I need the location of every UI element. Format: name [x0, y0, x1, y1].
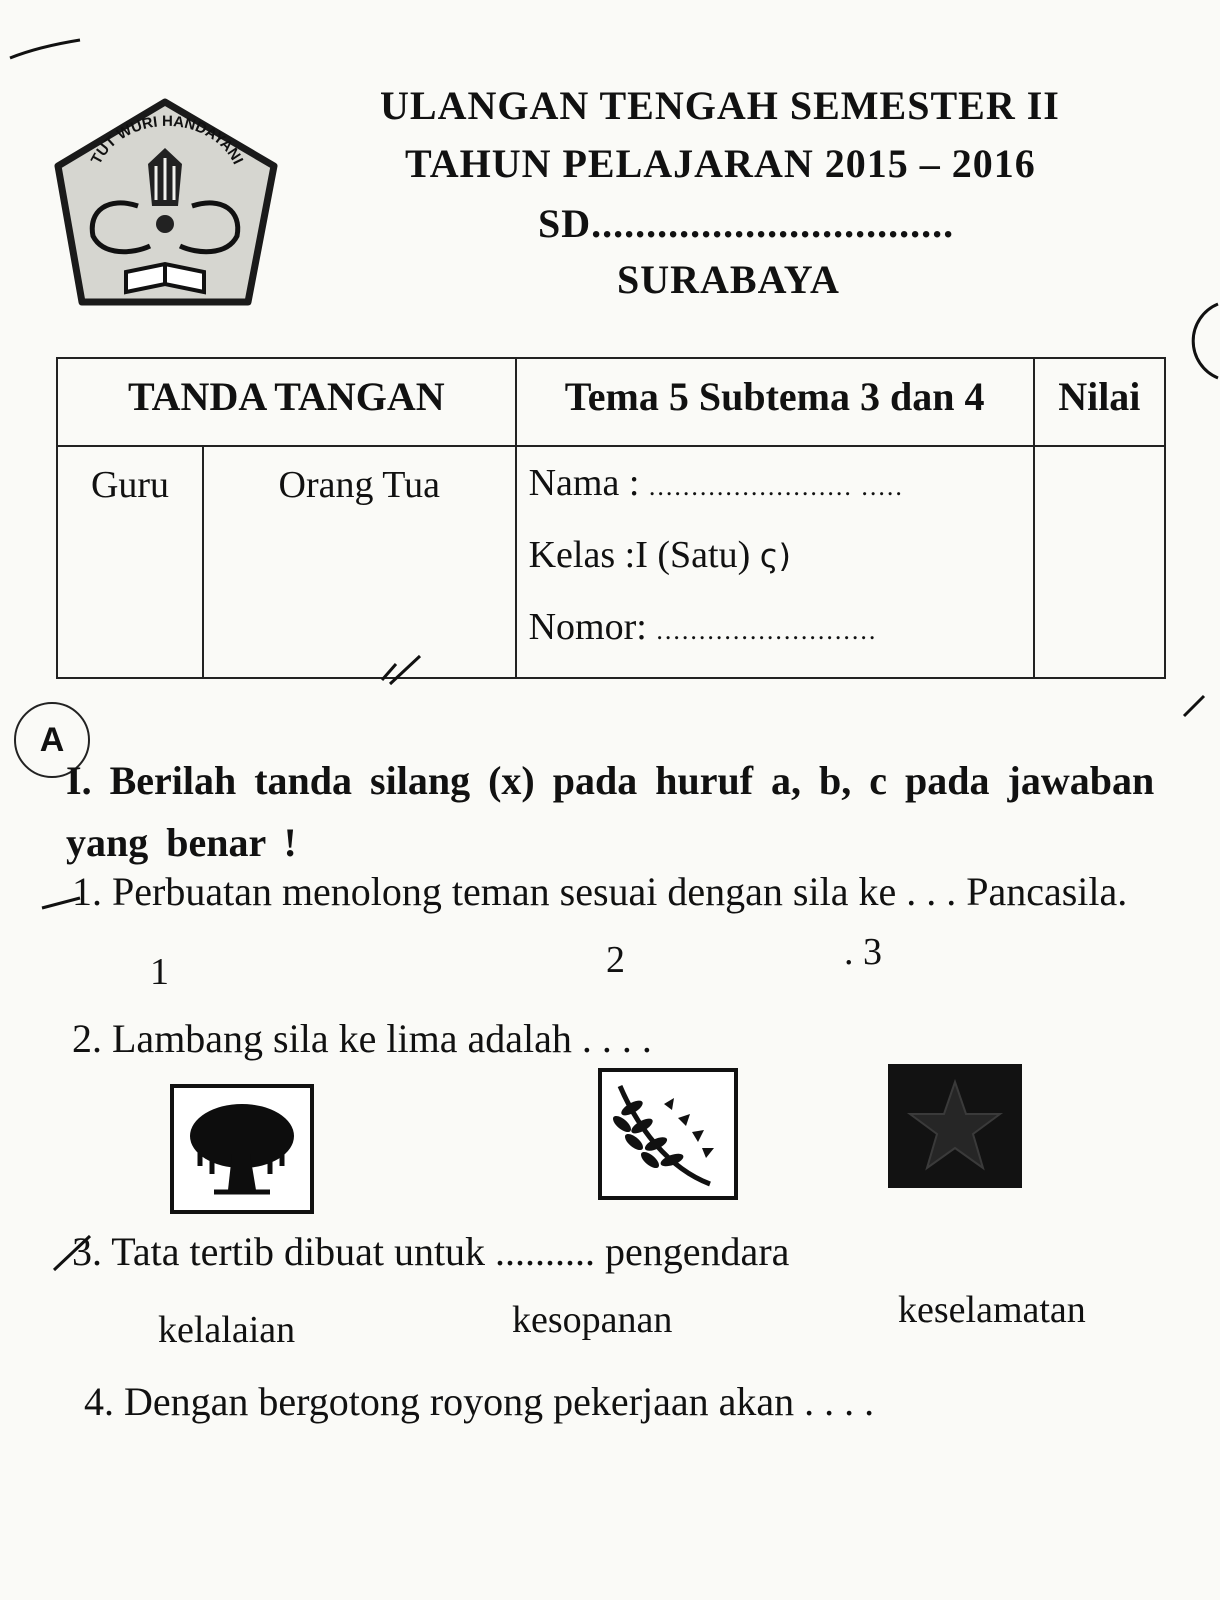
- scan-edge-circle: [1166, 300, 1220, 384]
- star-icon[interactable]: [888, 1064, 1022, 1188]
- q1-option-c[interactable]: . 3: [844, 931, 882, 973]
- instruction-text: I. Berilah tanda silang (x) pada huruf a, b, c pada jawaban yang benar !: [66, 758, 1155, 865]
- question-2-text: Lambang sila ke lima adalah . . . .: [112, 1016, 652, 1061]
- city-name: SURABAYA: [617, 257, 840, 302]
- check-mark: [376, 650, 426, 690]
- question-2-number: 2.: [72, 1016, 102, 1061]
- parent-signature-cell[interactable]: [203, 446, 516, 678]
- scan-edge-mark: [1180, 690, 1210, 720]
- academic-year: TAHUN PELAJARAN 2015 – 2016: [405, 141, 1036, 186]
- banyan-tree-icon[interactable]: [170, 1084, 314, 1214]
- q1-option-b[interactable]: 2: [606, 939, 625, 981]
- rice-cotton-icon[interactable]: [598, 1068, 738, 1200]
- teacher-signature-cell[interactable]: [57, 446, 203, 678]
- question-4-text: Dengan bergotong royong pekerjaan akan . . . .: [124, 1379, 875, 1424]
- question-4: [84, 1378, 874, 1425]
- q1-option-a[interactable]: 1: [150, 951, 169, 993]
- score-header: Nilai: [1034, 358, 1165, 446]
- q3-option-b[interactable]: kesopanan: [512, 1299, 673, 1341]
- strike-mark-q1: [40, 886, 84, 916]
- exam-title: ULANGAN TENGAH SEMESTER II: [380, 83, 1060, 128]
- q3-option-a[interactable]: kelalaian: [158, 1309, 296, 1351]
- class-row: [529, 533, 1023, 605]
- student-info-table: [56, 357, 1166, 679]
- theme-header: Tema 5 Subtema 3 dan 4: [516, 358, 1034, 446]
- pen-stroke-mark: [0, 30, 90, 70]
- question-3: [72, 1228, 789, 1275]
- question-3-text: Tata tertib dibuat untuk .......... pengendara: [111, 1229, 790, 1274]
- tut-wuri-handayani-logo: [38, 96, 292, 320]
- logo-motto-text: TUT WURI HANDAYANI: [87, 112, 247, 168]
- question-3-number: 3.: [72, 1229, 102, 1274]
- number-row: [529, 605, 1023, 677]
- section-a-marker: A: [14, 702, 90, 778]
- number-label: Nomor:: [528, 606, 647, 648]
- name-field[interactable]: ........................ .....: [648, 472, 904, 501]
- name-label: Nama :: [528, 462, 640, 504]
- student-identity-cell: [516, 446, 1034, 678]
- class-label: Kelas: [528, 534, 616, 576]
- number-field[interactable]: ..........................: [656, 616, 878, 645]
- name-row: [529, 461, 1023, 533]
- school-name-field: SD.................................: [538, 201, 955, 246]
- question-1: [72, 868, 1127, 915]
- question-1-text: Perbuatan menolong teman sesuai dengan sila ke . . . Pancasila.: [112, 869, 1128, 914]
- question-1-number: 1.: [72, 869, 102, 914]
- class-value: :I (Satu): [624, 534, 751, 576]
- score-cell[interactable]: [1034, 446, 1165, 678]
- handwritten-class-mark: ς): [759, 537, 791, 575]
- strike-mark-q3: [50, 1228, 94, 1276]
- parent-label: Orang Tua: [278, 464, 441, 506]
- signature-header: TANDA TANGAN: [57, 358, 516, 446]
- question-2: [72, 1015, 652, 1062]
- question-4-number: 4.: [84, 1379, 114, 1424]
- q3-option-c[interactable]: keselamatan: [898, 1289, 1086, 1331]
- teacher-label: Guru: [90, 464, 170, 506]
